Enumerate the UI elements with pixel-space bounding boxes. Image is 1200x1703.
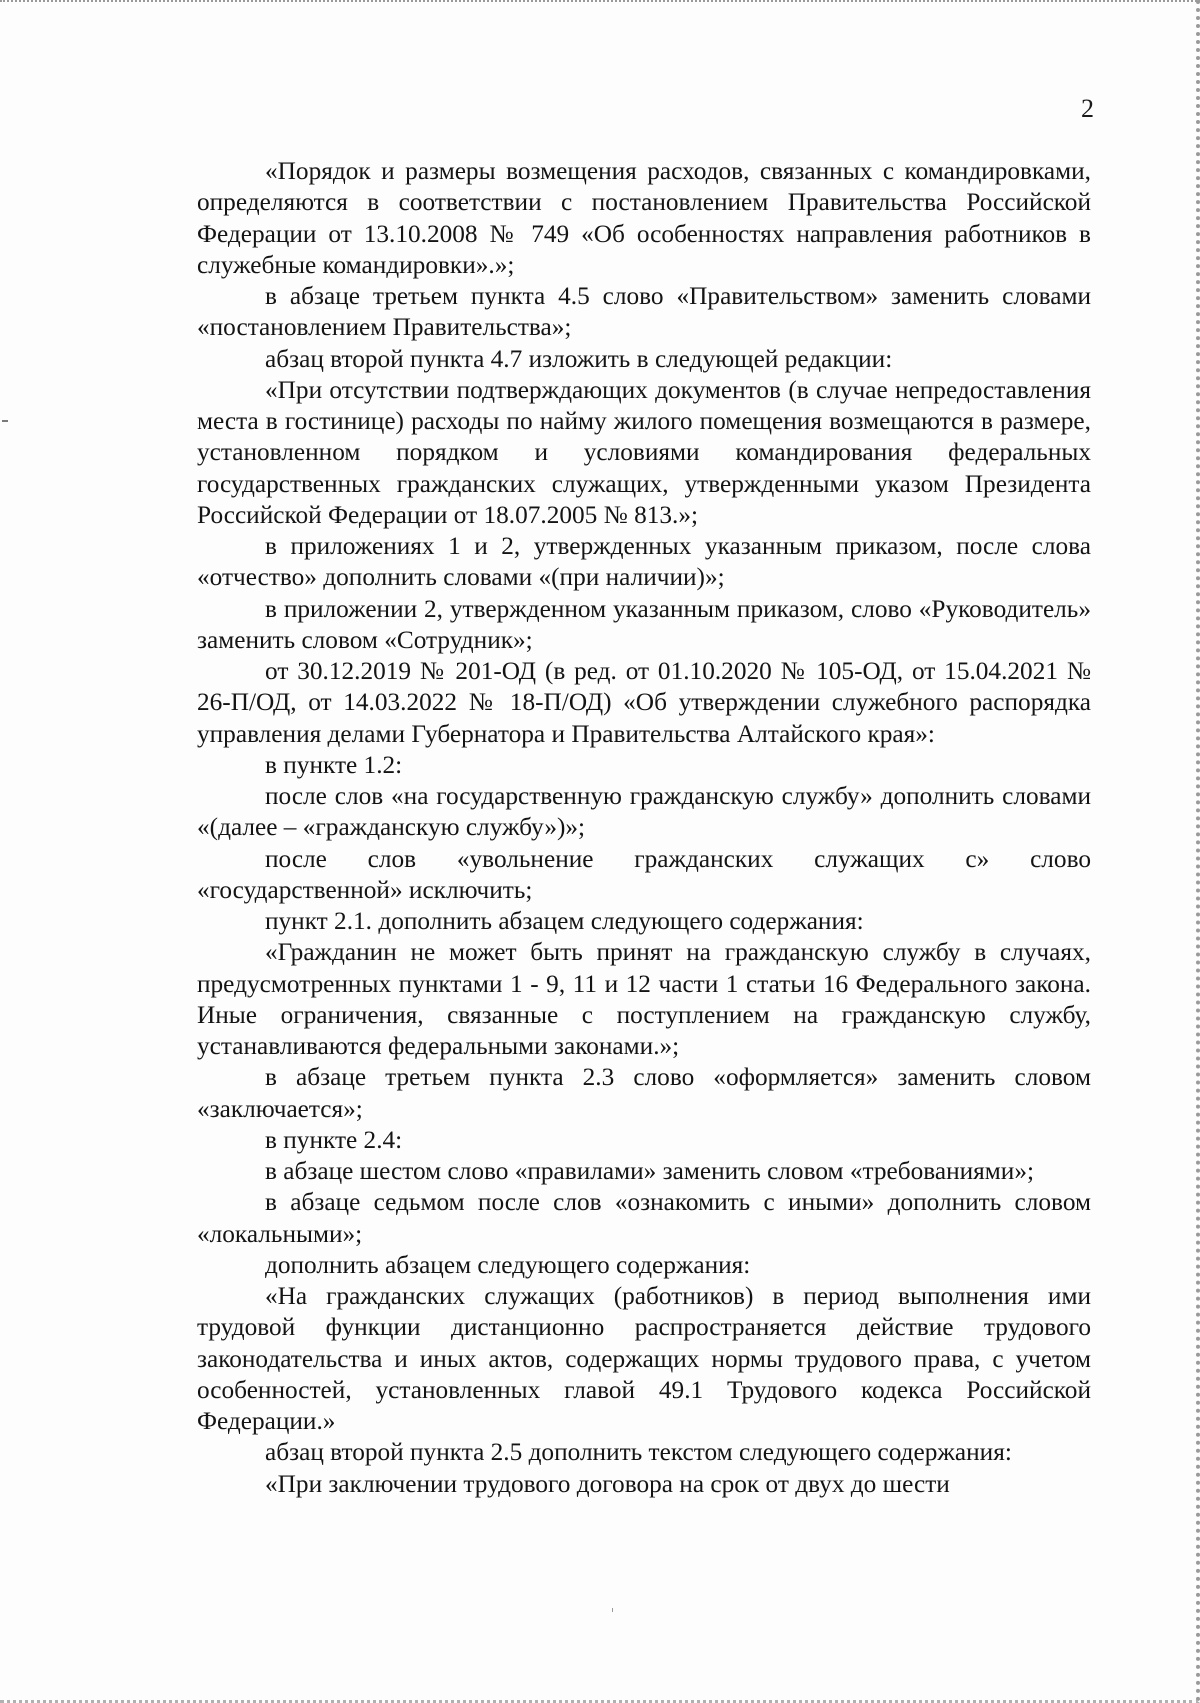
paragraph-exclude-state: после слов «увольнение гражданских служащих с» слово «государственной» исключить;	[197, 844, 1091, 904]
paragraph-order-201-od: от 30.12.2019 № 201-ОД (в ред. от 01.10.2020 № 105-ОД, от 15.04.2021 № 26-П/ОД, от 14.03.2022 № 18-П/ОД) «Об утверждении служебного распорядка управления делами Губернатора и Правительства Алтайского края»:	[197, 657, 1091, 748]
scan-speck	[612, 1608, 613, 1612]
paragraph-seventh-subclause: в абзаце седьмом после слов «ознакомить с иными» дополнить словом «локальными»;	[197, 1188, 1091, 1248]
paragraph-citizen-restrictions: «Гражданин не может быть принят на гражданскую службу в случаях, предусмотренных пунктами 1 - 9, 11 и 12 части 1 статьи 16 Федерального закона. Иные ограничения, связанные с поступлением на гражданскую службу, устанавливаются федеральными законами.»;	[197, 938, 1091, 1060]
scan-margin-mark	[2, 420, 8, 422]
paragraph-clause-2-1-intro: пункт 2.1. дополнить абзацем следующего содержания:	[265, 907, 864, 935]
paragraph-fixed-term-contract: «При заключении трудового договора на срок от двух до шести	[265, 1469, 950, 1498]
paragraph-remote-work: «На гражданских служащих (работников) в период выполнения ими трудовой функции дистанционно распространяется действие трудового законодательства и иных актов, содержащих нормы трудового права, с учетом особенностей, установленных главой 49.1 Трудового кодекса Российской Федерации.»	[197, 1282, 1091, 1435]
paragraph-appendices-patronymic: в приложениях 1 и 2, утвержденных указанным приказом, после слова «отчество» дополнить словами «(при наличии)»;	[197, 532, 1091, 592]
page-number: 2	[1081, 94, 1094, 123]
paragraph-clause-2-5: абзац второй пункта 2.5 дополнить текстом следующего содержания:	[265, 1438, 1012, 1467]
paragraph-clause-1-2: в пункте 1.2:	[265, 750, 403, 779]
paragraph-add-subclause: дополнить абзацем следующего содержания:	[265, 1250, 751, 1279]
paragraph-clause-2-3: в абзаце третьем пункта 2.3 слово «оформляется» заменить словом «заключается»;	[197, 1063, 1091, 1123]
paragraph-housing-expenses: «При отсутствии подтверждающих документов (в случае непредоставления места в гостинице) расходы по найму жилого помещения возмещаются в размере, установленном порядком и условиями командирования федеральных государственных гражданских служащих, утвержденными указом Президента Российской Федерации от 18.07.2005 № 813.»;	[197, 375, 1091, 529]
paragraph-civil-service-definition: после слов «на государственную гражданскую службу» дополнить словами «(далее – «гражданскую службу»)»;	[197, 782, 1091, 842]
paragraph-amend-4-5: в абзаце третьем пункта 4.5 слово «Правительством» заменить словами «постановлением Правительства»;	[197, 282, 1091, 342]
document-body	[197, 156, 1091, 1500]
paragraph-clause-2-4: в пункте 2.4:	[265, 1125, 403, 1154]
paragraph-amend-4-7-intro: абзац второй пункта 4.7 изложить в следующей редакции:	[265, 344, 893, 373]
paragraph-travel-expenses-order: «Порядок и размеры возмещения расходов, связанных с командировками, определяются в соответствии с постановлением Правительства Российской Федерации от 13.10.2008 № 749 «Об особенностях направления работников в служебные командировки».»;	[197, 157, 1091, 279]
paragraph-appendix-2-head: в приложении 2, утвержденном указанным приказом, слово «Руководитель» заменить словом «Сотрудник»;	[197, 594, 1091, 654]
paragraph-sixth-subclause: в абзаце шестом слово «правилами» заменить словом «требованиями»;	[265, 1157, 1035, 1185]
